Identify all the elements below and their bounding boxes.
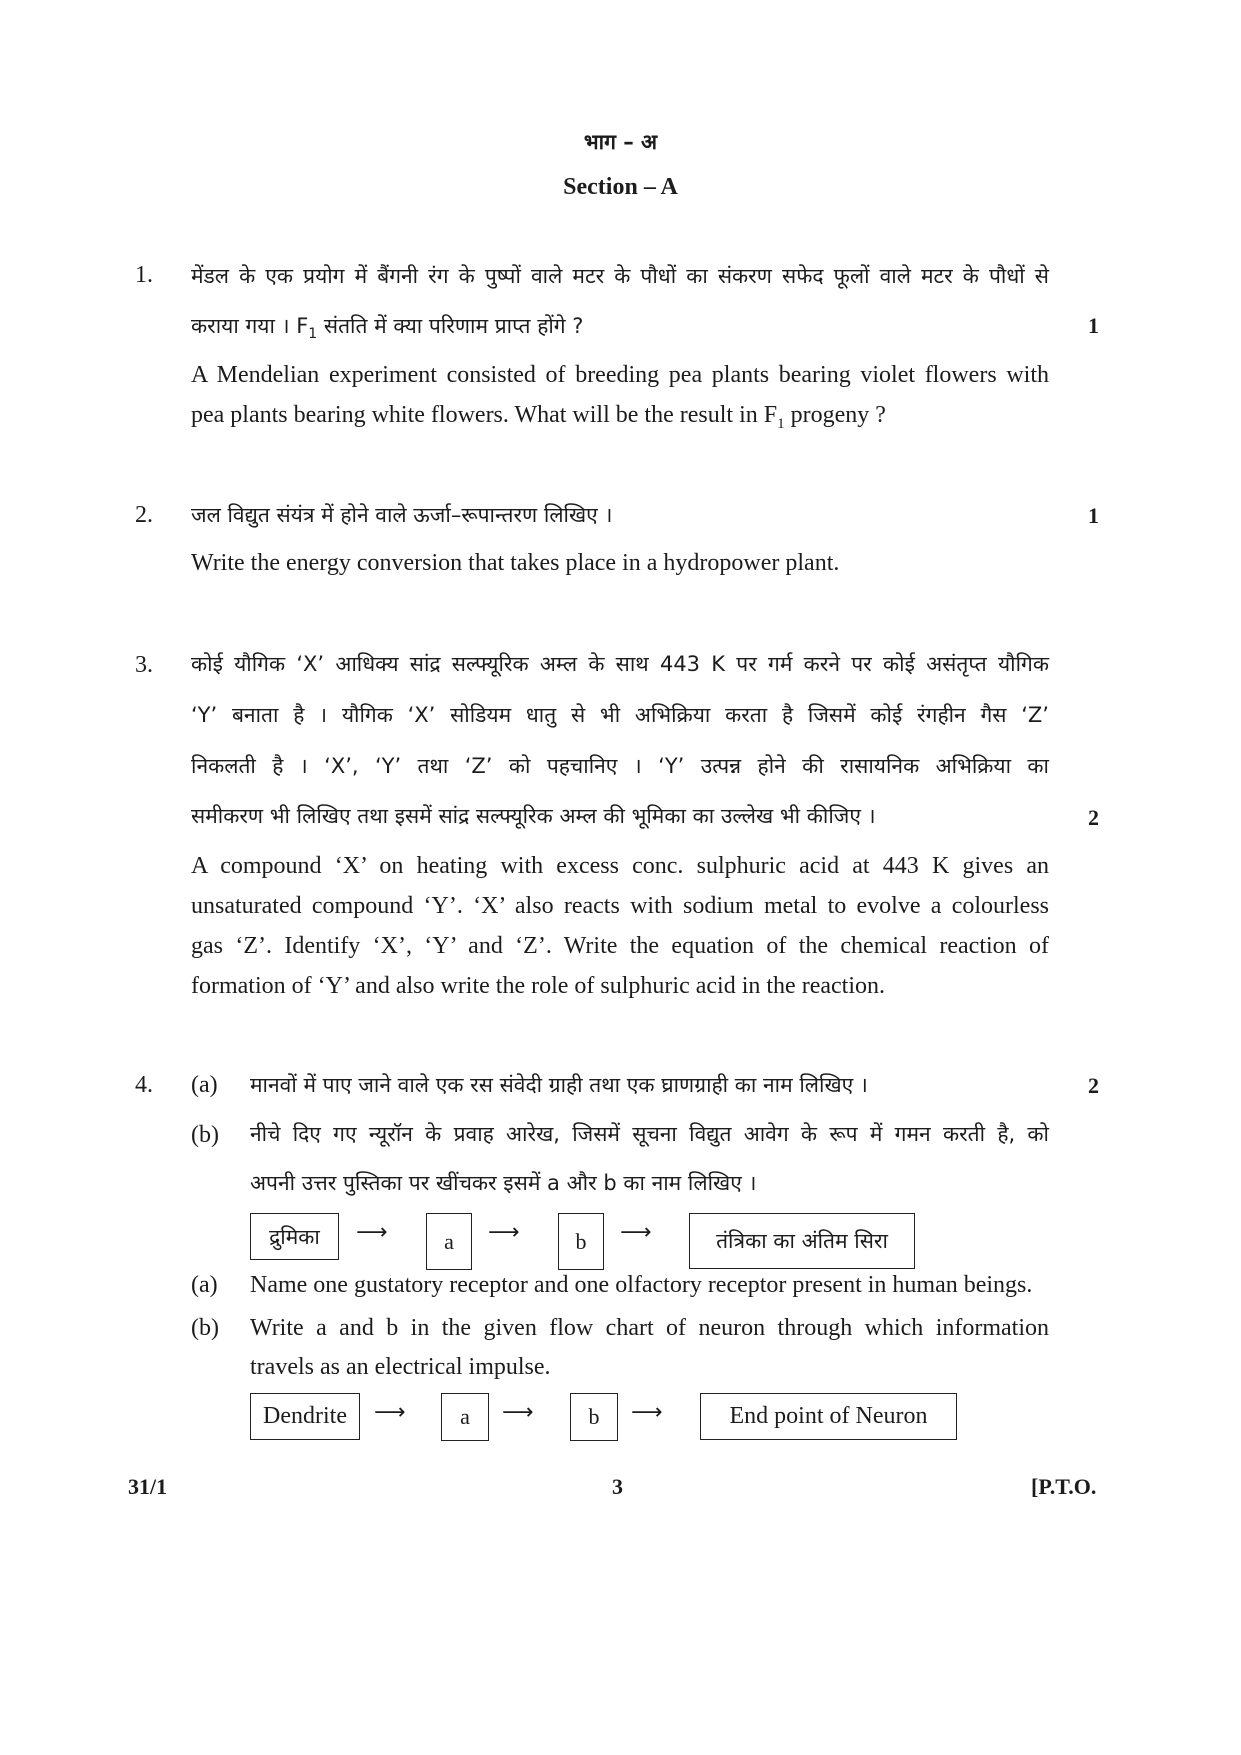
hindi-flow-arrow: ⟶ xyxy=(620,1220,652,1245)
question-1-number: 1. xyxy=(135,262,153,288)
question-3-english-line-1: A compound ‘X’ on heating with excess conc. sulphuric acid at 443 K gives an xyxy=(191,853,1049,879)
section-title-hindi: भाग – अ xyxy=(583,130,658,154)
question-4-english-part-b-line-2: travels as an electrical impulse. xyxy=(250,1354,551,1380)
question-4-hindi-part-b-line-1: नीचे दिए गए न्यूरॉन के प्रवाह आरेख, जिसमें सूचना विद्युत आवेग के रूप में गमन करती है, को xyxy=(250,1122,1049,1146)
hindi-flow-arrow: ⟶ xyxy=(488,1220,520,1245)
please-turn-over: [P.T.O. xyxy=(1031,1474,1097,1499)
question-4-hindi-part-b-line-2: अपनी उत्तर पुस्तिका पर खींचकर इसमें a और b का नाम लिखिए । xyxy=(250,1171,757,1195)
question-4-part-a-label-english: (a) xyxy=(191,1272,218,1298)
question-3-english-line-3: gas ‘Z’. Identify ‘X’, ‘Y’ and ‘Z’. Write the equation of the chemical reaction of xyxy=(191,933,1049,959)
question-4-english-part-b-line-1: Write a and b in the given flow chart of neuron through which information xyxy=(250,1315,1049,1341)
question-4-marks: 2 xyxy=(1088,1073,1099,1098)
question-1-hindi-line-2: कराया गया । $F_1$ संतति में क्या परिणाम प्राप्त होंगे ? xyxy=(191,314,584,343)
english-flow-box-b: b xyxy=(570,1393,618,1441)
hindi-flow-arrow: ⟶ xyxy=(356,1220,388,1245)
paper-code: 31/1 xyxy=(128,1474,168,1499)
question-3-hindi-line-1: कोई यौगिक ‘X’ आधिक्य सांद्र सल्फ्यूरिक अम्ल के साथ 443 K पर गर्म करने पर कोई असंतृप्त यौगिक xyxy=(191,652,1049,676)
question-1-marks: 1 xyxy=(1088,313,1099,338)
question-1-english-line-2: pea plants bearing white flowers. What will be the result in $F_1$ progeny ? xyxy=(191,402,886,432)
question-1-hindi-line-1: मेंडल के एक प्रयोग में बैंगनी रंग के पुष्पों वाले मटर के पौधों का संकरण सफेद फूलों वाले मटर के पौधों से xyxy=(191,264,1049,288)
question-2-english-line-1: Write the energy conversion that takes place in a hydropower plant. xyxy=(191,550,840,576)
question-2-number: 2. xyxy=(135,502,153,528)
page-number: 3 xyxy=(612,1474,623,1499)
english-flow-arrow: ⟶ xyxy=(502,1400,534,1425)
english-flow-arrow: ⟶ xyxy=(374,1400,406,1425)
english-flow-box-a: a xyxy=(441,1393,489,1441)
question-2-hindi-line-1: जल विद्युत संयंत्र में होने वाले ऊर्जा–रूपान्तरण लिखिए । xyxy=(191,503,613,527)
question-4-hindi-part-a: मानवों में पाए जाने वाले एक रस संवेदी ग्राही तथा एक घ्राणग्राही का नाम लिखिए । xyxy=(250,1073,868,1097)
question-4-part-b-label-english: (b) xyxy=(191,1315,219,1341)
english-flow-box-dendrite: Dendrite xyxy=(250,1393,360,1440)
question-4-number: 4. xyxy=(135,1072,153,1098)
english-flow-arrow: ⟶ xyxy=(631,1400,663,1425)
question-3-english-line-2: unsaturated compound ‘Y’. ‘X’ also reacts with sodium metal to evolve a colourless xyxy=(191,893,1049,919)
hindi-flow-box-b: b xyxy=(558,1213,604,1270)
hindi-flow-box-dendrite: द्रुमिका xyxy=(250,1213,339,1260)
question-3-number: 3. xyxy=(135,652,153,678)
question-4-part-b-label-hindi: (b) xyxy=(191,1122,219,1148)
hindi-flow-box-a: a xyxy=(426,1213,472,1270)
question-4-part-a-label-hindi: (a) xyxy=(191,1072,218,1098)
question-3-hindi-line-2: ‘Y’ बनाता है । यौगिक ‘X’ सोडियम धातु से भी अभिक्रिया करता है जिसमें कोई रंगहीन गैस ‘Z’ xyxy=(191,703,1049,727)
question-3-english-line-4: formation of ‘Y’ and also write the role of sulphuric acid in the reaction. xyxy=(191,973,885,999)
question-1-english-line-1: A Mendelian experiment consisted of breeding pea plants bearing violet flowers with xyxy=(191,362,1049,388)
english-flow-box-end-point: End point of Neuron xyxy=(700,1393,957,1440)
question-3-marks: 2 xyxy=(1088,805,1099,830)
hindi-flow-box-end-point: तंत्रिका का अंतिम सिरा xyxy=(689,1213,915,1269)
question-3-hindi-line-3: निकलती है । ‘X’, ‘Y’ तथा ‘Z’ को पहचानिए । ‘Y’ उत्पन्न होने की रासायनिक अभिक्रिया का xyxy=(191,754,1049,778)
question-3-hindi-line-4: समीकरण भी लिखिए तथा इसमें सांद्र सल्फ्यूरिक अम्ल की भूमिका का उल्लेख भी कीजिए । xyxy=(191,804,876,828)
section-title-english: Section – A xyxy=(563,174,678,200)
question-4-english-part-a: Name one gustatory receptor and one olfactory receptor present in human beings. xyxy=(250,1272,1033,1298)
question-2-marks: 1 xyxy=(1088,503,1099,528)
